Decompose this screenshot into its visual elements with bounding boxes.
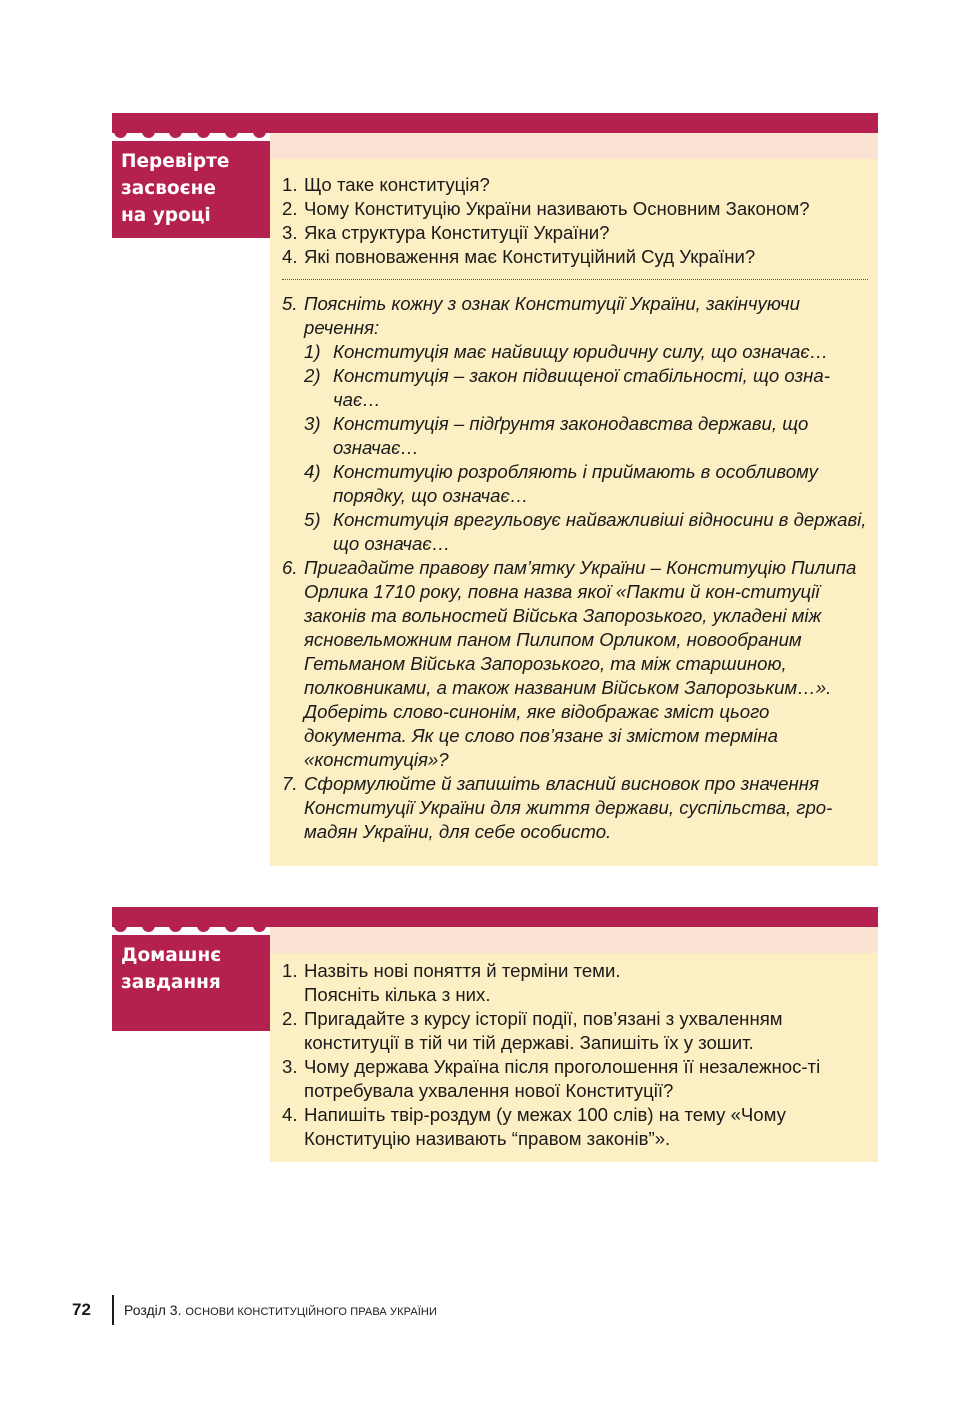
- decorative-dot: [169, 125, 182, 138]
- decorative-dot: [253, 919, 266, 932]
- question-item: 2. Пригадайте з курсу історії події, пов’язані з ухваленням конституції в тій чи тій державі. Запишіть їх у зошит.: [282, 1008, 783, 1053]
- decorative-band: [270, 927, 878, 953]
- label-line: завдання: [121, 972, 221, 993]
- section-label: [112, 935, 270, 1031]
- homework-questions: [270, 953, 878, 1162]
- section-title: [124, 1302, 437, 1318]
- section-prefix: Розділ 3.: [124, 1302, 182, 1318]
- label-line: на уроці: [121, 205, 211, 226]
- decorative-dot: [197, 919, 210, 932]
- question-item: 4. Які повноваження має Конституційний Суд України?: [282, 246, 756, 267]
- question-item: 2. Чому Конституцію України називають Основним Законом?: [282, 198, 810, 219]
- decorative-band: [270, 133, 878, 159]
- sub-item: 4) Конституцію розробляють і приймають в особливому порядку, що означає…: [304, 461, 818, 506]
- footer-divider: [112, 1295, 114, 1325]
- decorative-dot: [114, 919, 127, 932]
- decorative-dot: [114, 125, 127, 138]
- decorative-dot: [142, 919, 155, 932]
- page-footer: [72, 1295, 437, 1325]
- question-item: 5. Поясніть кожну з ознак Конституції України, закінчуючи речення:: [282, 293, 800, 338]
- question-item: 7. Сформулюйте й запишіть власний висновок про значення Конституції України для життя держави, суспільства, гро-мадян України, для себе особисто.: [282, 773, 833, 842]
- sub-item: 1) Конституція має найвищу юридичну силу, що означає…: [304, 341, 829, 362]
- page-number: 72: [72, 1300, 91, 1319]
- section-name: ОСНОВИ КОНСТИТУЦІЙНОГО ПРАВА УКРАЇНИ: [185, 1306, 437, 1318]
- dotted-separator: [282, 279, 868, 280]
- decorative-dot: [142, 125, 155, 138]
- question-item: 3. Чому держава Україна після проголошення її незалежнос-ті потребувала ухвалення нової Конституції?: [282, 1056, 821, 1101]
- decorative-dot: [253, 125, 266, 138]
- question-item: 1. Що таке конституція?: [282, 174, 490, 195]
- sub-item: 5) Конституція врегульовує найважливіші відносини в державі, що означає…: [304, 509, 867, 554]
- question-item: 4. Напишіть твір-роздум (у межах 100 слів) на тему «Чому Конституцію називають “правом законів”».: [282, 1104, 786, 1149]
- section-label: [112, 141, 270, 238]
- sub-item: 3) Конституція – підґрунтя законодавства держави, що означає…: [304, 413, 809, 458]
- question-item: 1. Назвіть нові поняття й терміни теми. Поясніть кілька з них.: [282, 960, 621, 1005]
- label-line: Перевірте: [121, 151, 230, 172]
- review-section: [112, 113, 878, 866]
- label-line: Домашнє: [121, 945, 222, 966]
- review-questions: [270, 159, 878, 866]
- decorative-dot: [169, 919, 182, 932]
- decorative-dot: [225, 919, 238, 932]
- question-item: 3. Яка структура Конституції України?: [282, 222, 610, 243]
- question-item: 6. Пригадайте правову пам’ятку України – Конституцію Пилипа Орлика 1710 року, повна назва якої «Пакти й кон-ституції законів та вольностей Війська Запорозького, укладені між ясновельможним паном Пилипом Орликом, новообраним Гетьманом Війська Запорозького, та між старшиною, полковниками, а також названим Військом Запорозьким…». Доберіть слово-синонім, яке відображає зміст цього документа. Як це слово пов’язане зі змістом терміна «конституція»?: [282, 557, 857, 770]
- decorative-dot: [225, 125, 238, 138]
- label-line: засвоєне: [121, 178, 216, 199]
- sub-item: 2) Конституція – закон підвищеної стабільності, що озна-чає…: [304, 365, 830, 410]
- homework-section: [112, 907, 878, 1162]
- decorative-dot: [197, 125, 210, 138]
